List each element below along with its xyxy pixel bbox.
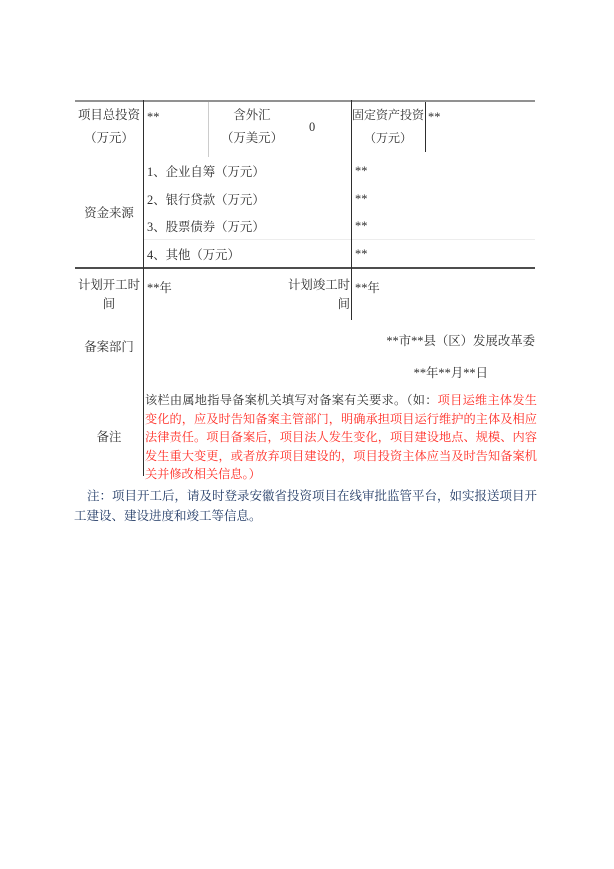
total-investment-label-line1: 项目总投资	[78, 108, 140, 122]
forex-cell	[211, 104, 350, 150]
funding-item-name: 2、银行贷款（万元）	[147, 193, 265, 207]
remarks-text	[145, 391, 537, 484]
planned-completion-label-line2: 间	[337, 297, 350, 311]
funding-item-value: **	[355, 218, 368, 233]
fixed-asset-value: **	[428, 110, 441, 124]
planned-completion-label	[225, 276, 350, 314]
funding-row-bank-loan	[147, 185, 535, 213]
total-investment-value: **	[147, 110, 160, 124]
funding-row-stocks-bonds	[147, 212, 535, 240]
filing-authority-name: **市**县（区）发展改革委	[386, 334, 535, 348]
remarks-intro: 该栏由属地指导备案机关填写对备案有关要求。（如：	[145, 393, 438, 407]
funding-item-value: **	[355, 191, 368, 206]
forex-label	[211, 104, 293, 150]
funding-item-name: 1、企业自筹（万元）	[147, 165, 265, 179]
funding-item-value: **	[355, 163, 368, 178]
planned-start-value: **年	[147, 281, 172, 295]
funding-item-name: 4、其他（万元）	[147, 248, 240, 262]
remarks-label: 备注	[96, 429, 122, 444]
forex-cell-border	[208, 102, 209, 157]
footnote-text: 注：项目开工后，请及时登录安徽省投资项目在线审批监管平台，如实报送项目开工建设、建设进度和竣工等信息。	[74, 489, 538, 523]
project-filing-table	[75, 100, 535, 481]
planned-start-label	[75, 276, 143, 314]
total-investment-label	[75, 104, 143, 150]
fixed-asset-cell-border	[425, 102, 426, 152]
forex-value: 0	[309, 120, 316, 134]
funding-row-other	[147, 240, 535, 268]
remarks-red-text: 项目运维主体发生变化的，应及时告知备案主管部门，明确承担项目运行维护的主体及相应法律责任。项目备案后，项目法人发生变化，项目建设地点、规模、内容发生重大变更，或者放弃项目建设的，项目投资主体应当及时告知备案机关并修改相关信息。）	[145, 393, 537, 482]
filing-date: **年**月**日	[413, 366, 488, 380]
planned-start-label-line1: 计划开工时	[78, 278, 140, 292]
funding-source-label: 资金来源	[84, 206, 134, 220]
forex-label-line2: （万美元）	[221, 131, 283, 145]
total-investment-label-line2: （万元）	[84, 131, 134, 145]
funding-item-value: **	[355, 246, 368, 261]
planned-start-label-line2: 间	[102, 297, 116, 311]
fixed-asset-label	[351, 104, 425, 150]
fixed-asset-label-line1: 固定资产投资	[351, 108, 424, 122]
filing-department-label: 备案部门	[84, 340, 134, 354]
fixed-asset-label-line2: （万元）	[363, 131, 412, 145]
planned-completion-value: **年	[355, 281, 380, 295]
label-column-border	[143, 100, 144, 476]
funding-item-name: 3、股票债券（万元）	[147, 220, 265, 234]
table-top-border	[75, 100, 535, 102]
forex-label-line1: 含外汇	[233, 108, 271, 122]
planned-completion-label-line1: 计划竣工时	[288, 278, 350, 292]
funding-row-self-raised	[147, 157, 535, 185]
